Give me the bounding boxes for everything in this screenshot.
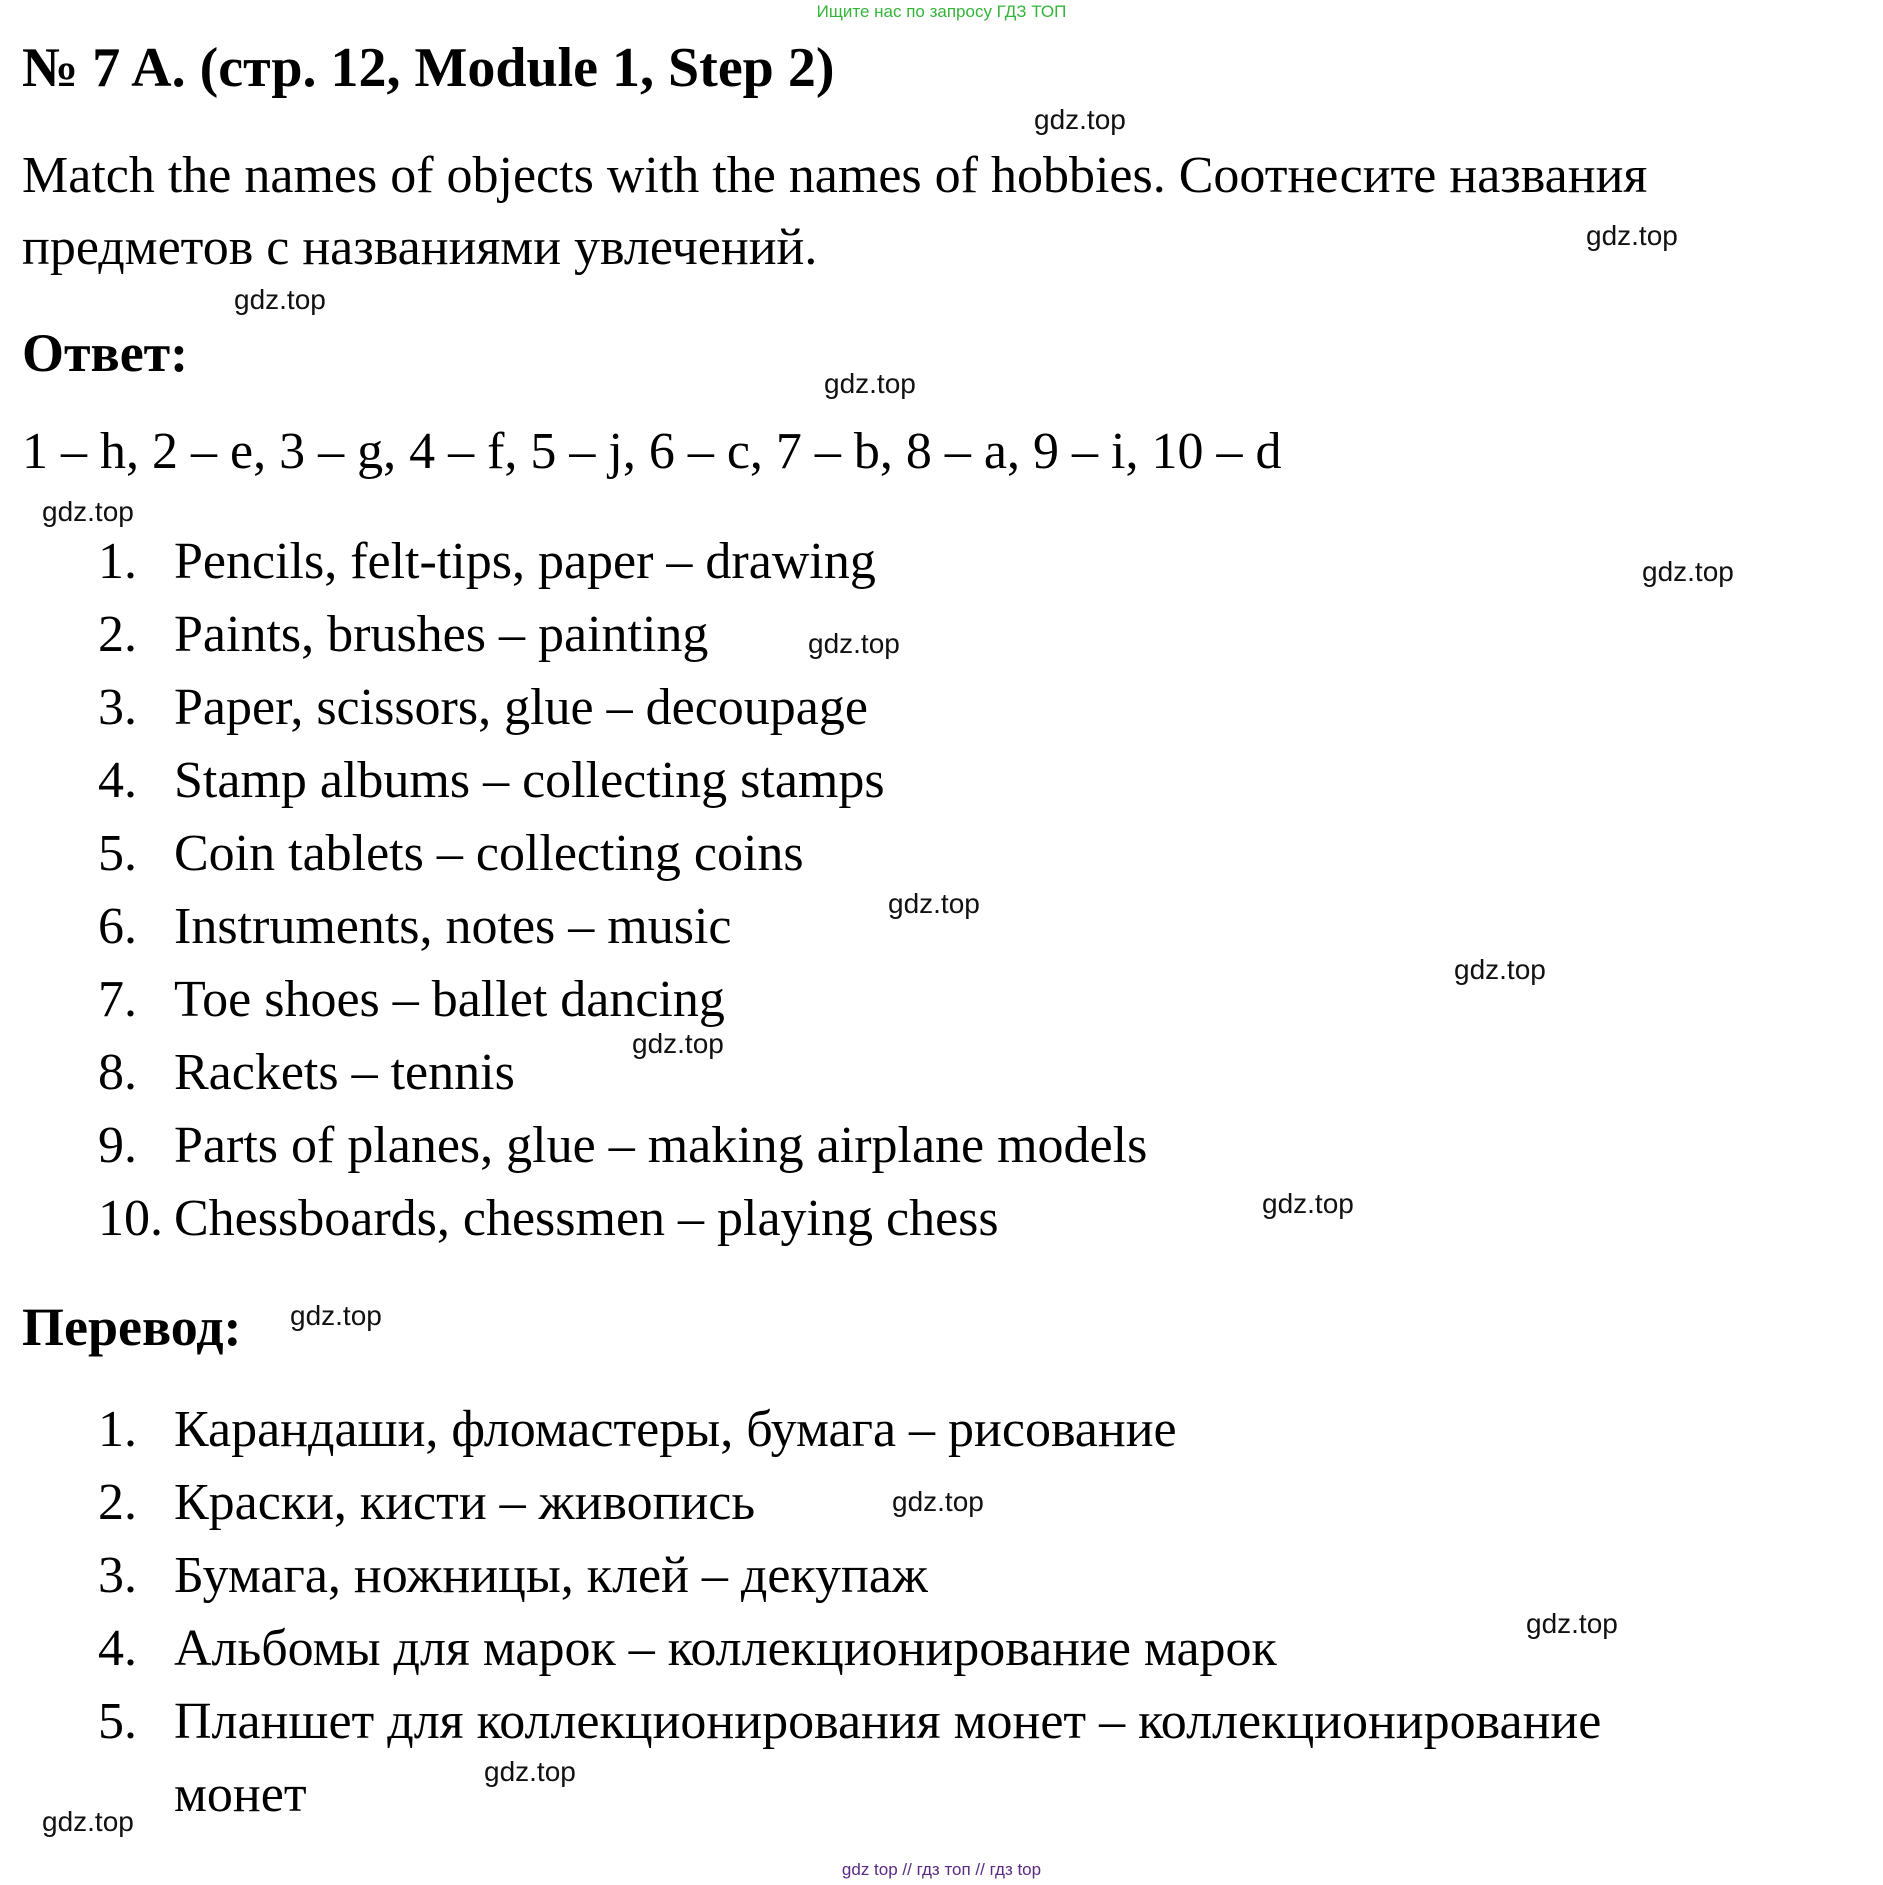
watermark: gdz.top: [1586, 220, 1678, 251]
item-text: монет: [174, 1766, 307, 1823]
watermark: gdz.top: [1262, 1188, 1354, 1219]
item-text: Parts of planes, glue – making airplane models: [174, 1117, 1148, 1174]
item-text: Stamp albums – collecting stamps: [174, 752, 885, 809]
watermark: gdz.top: [808, 628, 900, 659]
item-number: 4.: [98, 752, 137, 809]
watermark: gdz.top: [892, 1486, 984, 1517]
item-text: Chessboards, chessmen – playing chess: [174, 1190, 999, 1247]
item-number: 2.: [98, 1474, 137, 1531]
bottom-banner: gdz top // гдз топ // гдз top: [841, 1860, 1042, 1879]
item-number: 6.: [98, 898, 137, 955]
top-banner: Ищите нас по запросу ГДЗ ТОП: [816, 2, 1067, 21]
item-text: Paints, brushes – painting: [174, 606, 709, 663]
item-number: 8.: [98, 1044, 137, 1101]
watermark: gdz.top: [234, 284, 326, 315]
watermark: gdz.top: [1454, 954, 1546, 985]
watermark: gdz.top: [290, 1300, 382, 1331]
item-number: 1.: [98, 533, 137, 590]
item-text: Краски, кисти – живопись: [174, 1474, 756, 1531]
item-number: 5.: [98, 825, 137, 882]
item-text: Toe shoes – ballet dancing: [174, 971, 725, 1028]
item-number: 1.: [98, 1401, 137, 1458]
item-number: 2.: [98, 606, 137, 663]
answer-heading: Ответ:: [22, 323, 189, 383]
page-title: № 7 A. (стр. 12, Module 1, Step 2): [22, 37, 835, 99]
watermark: gdz.top: [1642, 556, 1734, 587]
item-text: Pencils, felt-tips, paper – drawing: [174, 533, 876, 590]
watermark: gdz.top: [42, 496, 134, 527]
item-text: Paper, scissors, glue – decoupage: [174, 679, 868, 736]
item-text: Instruments, notes – music: [174, 898, 732, 955]
item-number: 5.: [98, 1693, 137, 1750]
watermark: gdz.top: [824, 368, 916, 399]
watermark: gdz.top: [888, 888, 980, 919]
item-text: Coin tablets – collecting coins: [174, 825, 804, 882]
item-number: 3.: [98, 1547, 137, 1604]
task-text: Match the names of objects with the names of hobbies. Соотнесите названия предметов с названиями увлечений.: [22, 147, 1648, 276]
item-number: 7.: [98, 971, 137, 1028]
item-text: Карандаши, фломастеры, бумага – рисование: [174, 1401, 1177, 1458]
item-text: Бумага, ножницы, клей – декупаж: [174, 1547, 928, 1604]
item-text: Rackets – tennis: [174, 1044, 515, 1101]
watermark: gdz.top: [42, 1806, 134, 1837]
answer-summary: 1 – h, 2 – e, 3 – g, 4 – f, 5 – j, 6 – c, 7 – b, 8 – a, 9 – i, 10 – d: [22, 423, 1282, 480]
watermark: gdz.top: [1526, 1608, 1618, 1639]
watermark: gdz.top: [632, 1028, 724, 1059]
item-text: Альбомы для марок – коллекционирование марок: [174, 1620, 1277, 1677]
item-number: 9.: [98, 1117, 137, 1174]
translation-heading: Перевод:: [22, 1297, 242, 1357]
watermark: gdz.top: [484, 1756, 576, 1787]
item-number: 4.: [98, 1620, 137, 1677]
item-number: 3.: [98, 679, 137, 736]
item-number: 10.: [98, 1190, 163, 1247]
watermark: gdz.top: [1034, 104, 1126, 135]
item-text: Планшет для коллекционирования монет – коллекционирование: [174, 1693, 1602, 1750]
